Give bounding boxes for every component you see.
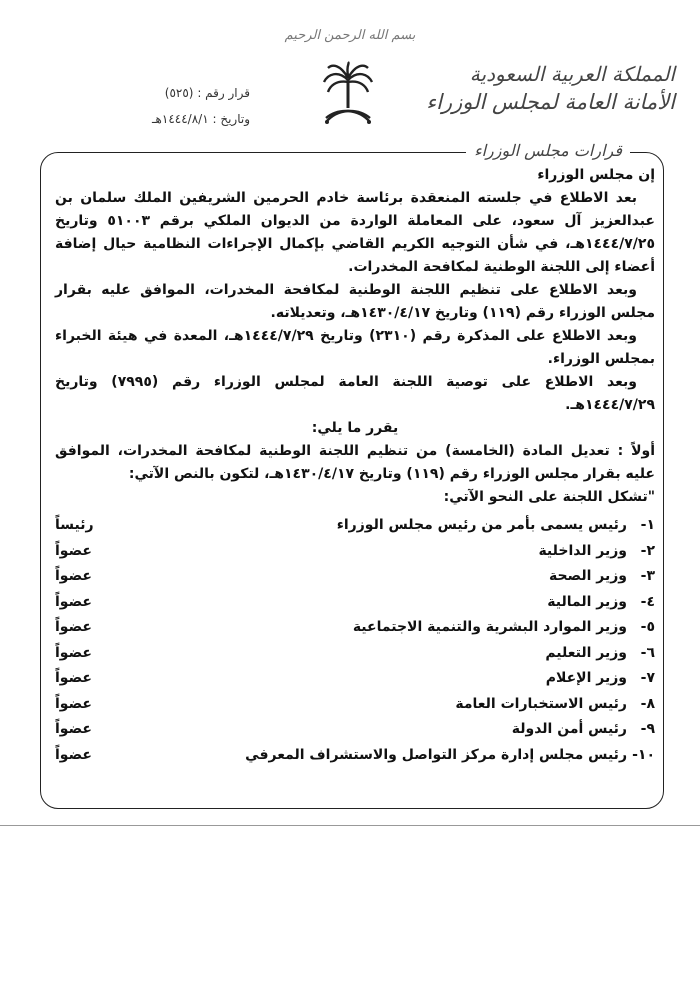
member-entry [545,642,655,665]
member-row [55,692,655,718]
member-entry [245,744,655,767]
member-entry [549,565,655,588]
member-row [55,717,655,743]
member-number: ٦- [640,644,655,661]
basmala: بسم الله الرحمن الرحيم [284,28,416,43]
kingdom-name: المملكة العربية السعودية [469,62,675,86]
member-entry [337,514,655,537]
member-entry [546,667,655,690]
member-title: رئيس مجلس إدارة مركز التواصل والاستشراف المعرفي [245,746,627,763]
decision-number-value: (٥٢٥) [164,86,194,100]
member-role: عضواً [55,644,92,661]
member-row [55,666,655,692]
member-role: رئيساً [55,517,94,534]
member-entry [353,616,655,639]
decision-date-value: ١٤٤٤/٨/١هـ [152,112,209,126]
decision-reference [100,80,250,132]
member-number: ٤- [640,593,655,610]
member-title: وزير التعليم [545,644,627,661]
clause-first-label: أولاً : [617,443,655,459]
decision-date-label: وتاريخ : [212,112,250,126]
member-row [55,590,655,616]
member-title: وزير الإعلام [545,670,627,687]
clause-first [55,440,655,486]
saudi-emblem-icon [318,60,378,130]
council-heading: إن مجلس الوزراء [537,167,655,183]
member-row [55,539,655,565]
member-role: عضواً [55,568,92,585]
member-title: رئيس أمن الدولة [511,721,627,738]
member-number: ٨- [640,695,655,712]
member-title: وزير الداخلية [538,542,627,559]
paragraph-4: وبعد الاطلاع على توصية اللجنة العامة لمجلس الوزراء رقم (٧٩٩٥) وتاريخ ١٤٤٤/٧/٢٩هـ. [55,374,655,413]
member-title: رئيس يسمى بأمر من رئيس مجلس الوزراء [336,517,627,534]
member-role: عضواً [55,542,92,559]
member-role: عضواً [55,593,92,610]
decision-date [100,106,250,132]
formation-intro: "تشكل اللجنة على النحو الآتي: [443,489,655,505]
member-title: وزير الموارد البشرية والتنمية الاجتماعية [352,619,627,636]
clause-first-text: تعديل المادة (الخامسة) من تنظيم اللجنة الوطنية لمكافحة المخدرات، الموافق عليه بقرار مجلس الوزراء رقم (١١٩) وتاريخ ١٤٣٠/٤/١٧هـ، لتكون بالنص الآتي: [55,443,655,482]
member-role: عضواً [55,670,92,687]
secretariat-name: الأمانة العامة لمجلس الوزراء [426,90,675,114]
member-number: ١- [640,517,655,534]
member-entry [547,591,655,614]
member-entry [512,718,655,741]
member-title: وزير الصحة [548,568,627,585]
decision-number [100,80,250,106]
member-number: ١٠- [632,746,655,763]
member-role: عضواً [55,619,92,636]
member-entry [538,540,655,563]
paragraph-2: وبعد الاطلاع على تنظيم اللجنة الوطنية لمكافحة المخدرات، الموافق عليه بقرار مجلس الوزراء رقم (١١٩) وتاريخ ١٤٣٠/٤/١٧هـ، وتعديلاته. [55,282,655,321]
member-row [55,743,655,769]
decides-heading: يقرر ما يلي: [311,420,399,436]
member-row [55,641,655,667]
member-row [55,564,655,590]
member-title: رئيس الاستخبارات العامة [455,695,627,712]
decision-body [55,164,655,768]
member-number: ٥- [640,619,655,636]
member-role: عضواً [55,695,92,712]
member-role: عضواً [55,746,92,763]
page-separator [0,825,700,826]
member-number: ٢- [640,542,655,559]
paragraph-3: وبعد الاطلاع على المذكرة رقم (٢٣١٠) وتاريخ ١٤٤٤/٧/٢٩هـ، المعدة في هيئة الخبراء بمجلس الوزراء. [55,328,655,367]
member-title: وزير المالية [547,593,627,610]
member-number: ٧- [640,670,655,687]
member-number: ٩- [640,721,655,738]
member-row [55,615,655,641]
members-list [55,513,655,768]
decisions-title: قرارات مجلس الوزراء [466,141,630,160]
paragraph-1: بعد الاطلاع في جلسته المنعقدة برئاسة خادم الحرمين الشريفين الملك سلمان بن عبدالعزيز آل سعود، على المعاملة الواردة من الديوان الملكي برقم ٥١٠٠٣ وتاريخ ١٤٤٤/٧/٢٥هـ، في شأن التوجيه الكريم القاضي بإكمال الإجراءات النظامية حيال إضافة أعضاء إلى اللجنة الوطنية لمكافحة المخدرات. [55,190,655,275]
member-number: ٣- [640,568,655,585]
member-role: عضواً [55,721,92,738]
issuer-header [426,62,675,114]
member-entry [455,693,655,716]
member-row [55,513,655,539]
decision-number-label: قرار رقم : [197,86,250,100]
